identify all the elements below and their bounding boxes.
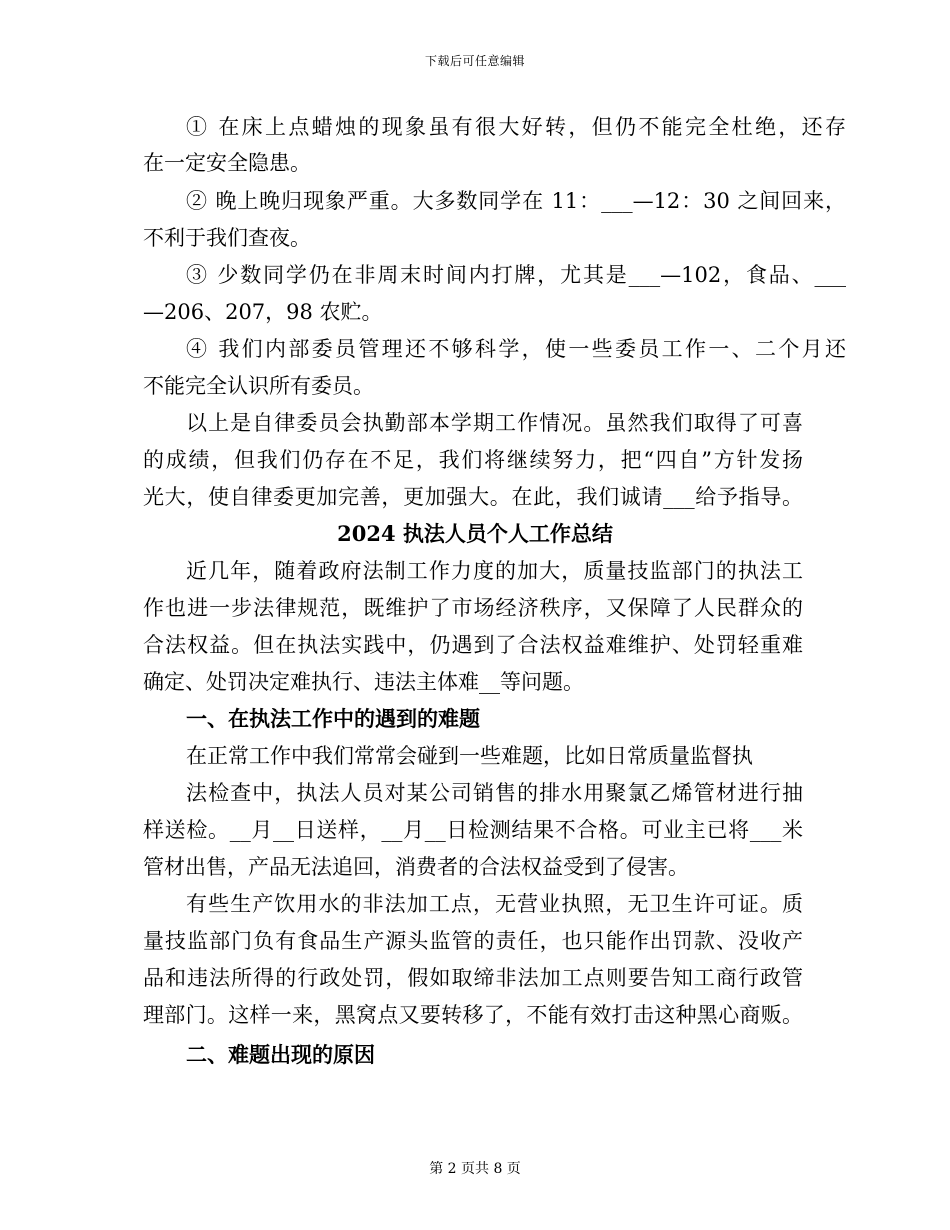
paragraph-line: 在正常工作中我们常常会碰到一些难题，比如日常质量监督执 [186, 744, 753, 768]
paragraph-line: 在一定安全隐患。 [143, 151, 311, 175]
page-header: 下载后可任意编辑 [424, 54, 525, 68]
paragraph-line: 以上是自律委员会执勤部本学期工作情况。虽然我们取得了可喜 [186, 411, 803, 435]
paragraph-line: 光大，使自律委更加完善，更加强大。在此，我们诚请___给予指导。 [143, 485, 803, 509]
section-title: 2024 执法人员个人工作总结 [337, 521, 613, 546]
paragraph-line: 理部门。这样一来，黑窝点又要转移了，不能有效打击这种黑心商贩。 [143, 1003, 803, 1027]
paragraph-line: 样送检。__月__日送样，__月__日检测结果不合格。可业主已将___米 [143, 818, 803, 842]
paragraph-line: ② 晚上晚归现象严重。大多数同学在 11：___—12：30 之间回来， [186, 189, 846, 213]
paragraph-line: ① 在床上点蜡烛的现象虽有很大好转，但仍不能完全杜绝，还存 [186, 115, 846, 139]
paragraph-line: 确定、处罚决定难执行、违法主体难__等问题。 [143, 670, 584, 694]
section-heading: 一、在执法工作中的遇到的难题 [186, 706, 480, 731]
paragraph-line: 有些生产饮用水的非法加工点，无营业执照，无卫生许可证。质 [186, 892, 803, 916]
section-heading: 二、难题出现的原因 [186, 1042, 375, 1067]
page-footer: 第 2 页共 8 页 [429, 1161, 521, 1177]
paragraph-line: 不利于我们查夜。 [143, 226, 311, 250]
paragraph-line: 不能完全认识所有委员。 [143, 374, 374, 398]
paragraph-line: —206、207，98 农贮。 [143, 300, 383, 324]
paragraph-line: 管材出售，产品无法追回，消费者的合法权益受到了侵害。 [143, 855, 689, 879]
paragraph-line: 法检查中，执法人员对某公司销售的排水用聚氯乙烯管材进行抽 [186, 781, 803, 805]
paragraph-line: 量技监部门负有食品生产源头监管的责任，也只能作出罚款、没收产 [143, 929, 803, 953]
paragraph-line: 的成绩，但我们仍存在不足，我们将继续努力，把“四自”方针发扬 [143, 448, 803, 472]
paragraph-line: 作也进一步法律规范，既维护了市场经济秩序，又保障了人民群众的 [143, 596, 803, 620]
paragraph-line: 品和违法所得的行政处罚，假如取缔非法加工点则要告知工商行政管 [143, 966, 803, 990]
paragraph-line: 近几年，随着政府法制工作力度的加大，质量技监部门的执法工 [186, 559, 803, 583]
paragraph-line: ④ 我们内部委员管理还不够科学，使一些委员工作一、二个月还 [186, 337, 846, 361]
paragraph-line: ③ 少数同学仍在非周末时间内打牌，尤其是___—102，食品、___ [186, 263, 846, 287]
paragraph-line: 合法权益。但在执法实践中，仍遇到了合法权益难维护、处罚轻重难 [143, 633, 803, 657]
